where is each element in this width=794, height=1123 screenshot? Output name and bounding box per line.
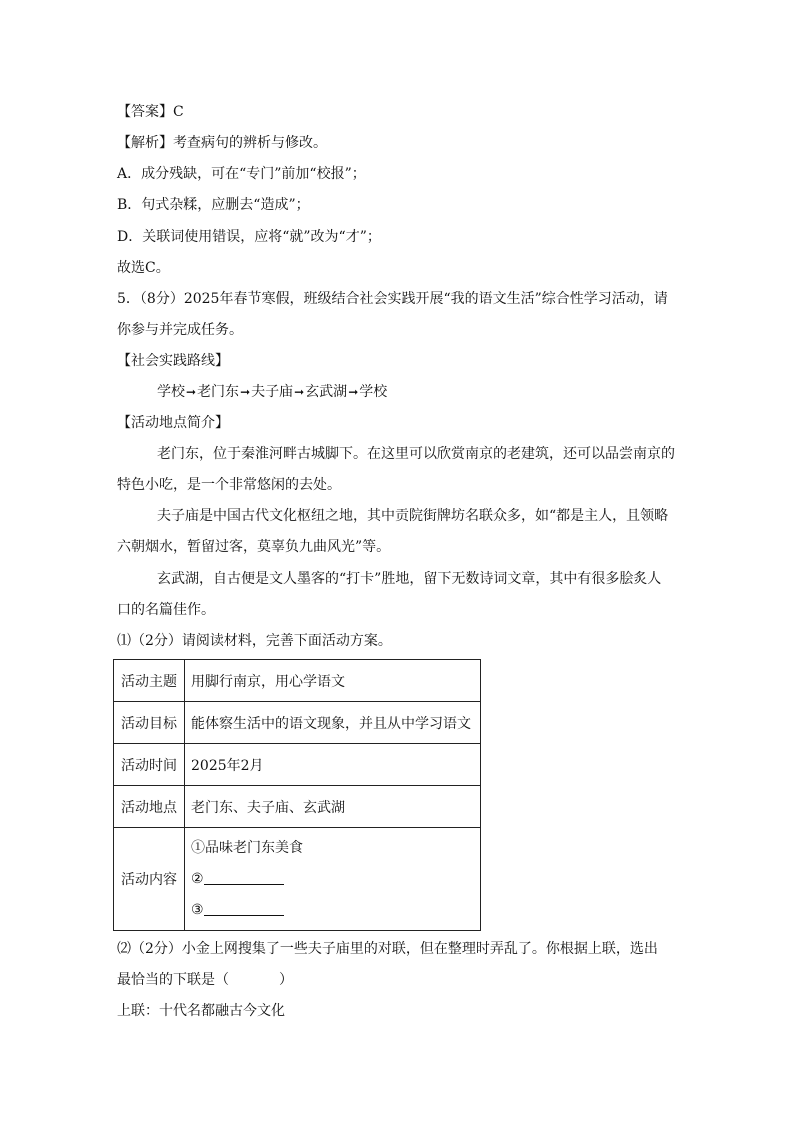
activity-content-cell bbox=[185, 828, 481, 931]
content-item-3-label: ③ bbox=[191, 901, 204, 918]
table-key: 活动地点 bbox=[114, 786, 185, 828]
table-value: 能体察生活中的语文现象，并且从中学习语文 bbox=[185, 702, 481, 744]
arrow-icon: ➞ bbox=[294, 385, 305, 399]
option-b: B．句式杂糅，应删去“造成”； bbox=[117, 197, 310, 213]
intro-heading: 【活动地点简介】 bbox=[117, 415, 229, 431]
content-item-2-label: ② bbox=[191, 870, 204, 887]
content-item-3 bbox=[191, 895, 474, 926]
table-row bbox=[114, 660, 481, 702]
paragraph-xuanwuhu-1: 玄武湖，自古便是文人墨客的“打卡”胜地，留下无数诗词文章，其中有很多脍炙人 bbox=[157, 571, 662, 587]
answer-blank[interactable] bbox=[204, 901, 284, 916]
table-row bbox=[114, 828, 481, 931]
table-key: 活动时间 bbox=[114, 744, 185, 786]
sub-question-1: ⑴（2分）请阅读材料，完善下面活动方案。 bbox=[117, 633, 392, 649]
content-item-2 bbox=[191, 864, 474, 895]
paragraph-fuzimiao-1: 夫子庙是中国古代文化枢纽之地，其中贡院街牌坊名联众多，如“都是主人，且领略 bbox=[157, 508, 669, 524]
content-item-1: ①品味老门东美食 bbox=[191, 839, 303, 856]
table-key: 活动主题 bbox=[114, 660, 185, 702]
sub-question-2-prompt: 最恰当的下联是（ bbox=[117, 972, 229, 988]
option-d: D．关联词使用错误，应将“就”改为“才”； bbox=[117, 229, 381, 245]
analysis-line: 【解析】考查病句的辨析与修改。 bbox=[117, 135, 327, 151]
conclusion: 故选C。 bbox=[117, 260, 170, 276]
sub-question-2-line-2 bbox=[117, 970, 293, 990]
route-heading: 【社会实践路线】 bbox=[117, 353, 229, 369]
route-stop: 学校 bbox=[359, 384, 388, 400]
route-stop: 老门东 bbox=[197, 384, 240, 400]
table-row bbox=[114, 702, 481, 744]
option-a: A．成分残缺，可在“专门”前加“校报”； bbox=[117, 166, 366, 182]
table-key: 活动内容 bbox=[114, 828, 185, 931]
table-value: 用脚行南京，用心学语文 bbox=[185, 660, 481, 702]
table-key: 活动目标 bbox=[114, 702, 185, 744]
upper-couplet: 上联：十代名都融古今文化 bbox=[117, 1003, 285, 1019]
question-5-line-1: 5．（8分）2025年春节寒假，班级结合社会实践开展“我的语文生活”综合性学习活动，请 bbox=[117, 291, 668, 307]
route-stop: 玄武湖 bbox=[305, 384, 348, 400]
route-stop: 学校 bbox=[157, 384, 185, 400]
sub-question-2-line-1: ⑵（2分）小金上网搜集了一些夫子庙里的对联，但在整理时弄乱了。你根据上联，选出 bbox=[117, 941, 658, 957]
table-value: 2025年2月 bbox=[185, 744, 481, 786]
route-stop: 夫子庙 bbox=[251, 384, 294, 400]
arrow-icon: ➞ bbox=[348, 385, 359, 399]
paragraph-laomendong-2: 特色小吃，是一个非常悠闲的去处。 bbox=[117, 477, 341, 493]
paragraph-xuanwuhu-2: 口的名篇佳作。 bbox=[117, 602, 215, 618]
route-line bbox=[157, 382, 387, 402]
question-5-line-2: 你参与并完成任务。 bbox=[117, 322, 243, 338]
arrow-icon: ➞ bbox=[186, 385, 197, 399]
answer-blank[interactable] bbox=[204, 870, 284, 885]
sub-question-2-close: ） bbox=[279, 972, 293, 988]
table-row bbox=[114, 786, 481, 828]
table-value: 老门东、夫子庙、玄武湖 bbox=[185, 786, 481, 828]
arrow-icon: ➞ bbox=[240, 385, 251, 399]
paragraph-laomendong-1: 老门东，位于秦淮河畔古城脚下。在这里可以欣赏南京的老建筑，还可以品尝南京的 bbox=[157, 446, 675, 462]
activity-plan-table bbox=[113, 659, 481, 931]
answer-line: 【答案】C bbox=[117, 104, 184, 120]
paragraph-fuzimiao-2: 六朝烟水，暂留过客，莫辜负九曲风光”等。 bbox=[117, 539, 391, 555]
table-row bbox=[114, 744, 481, 786]
